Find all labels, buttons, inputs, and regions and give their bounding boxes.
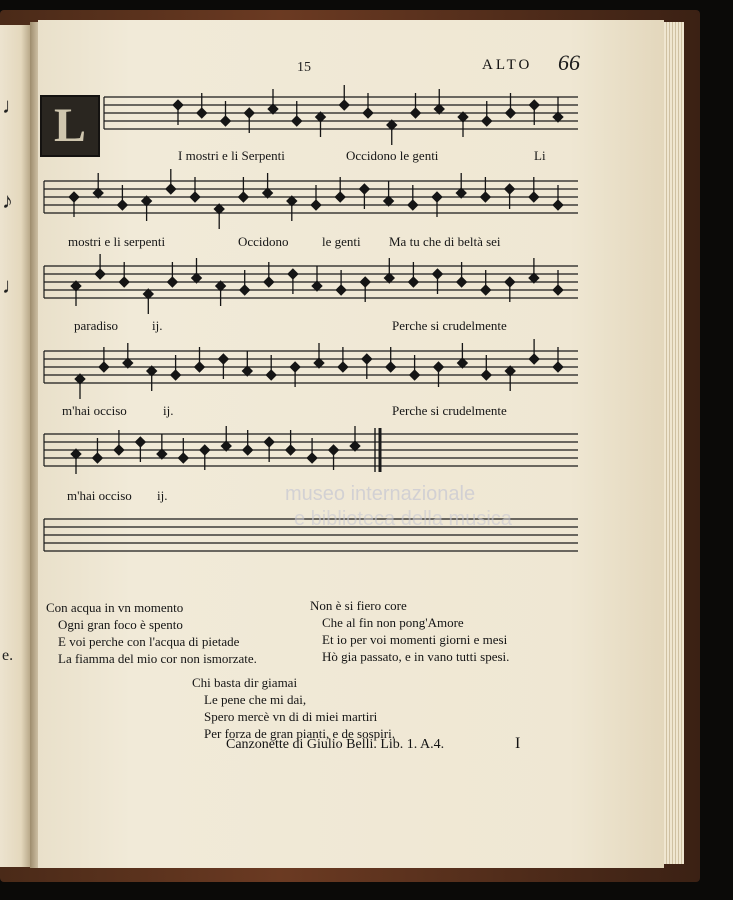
poem-right-line-3: Et io per voi momenti giorni e mesi: [322, 632, 508, 647]
lyric-line-4c: Perche si crudelmente: [392, 403, 507, 418]
lyric-line-5a: m'hai occiso: [67, 488, 132, 503]
poem-right-line-4: Hò gia passato, e in vano tutti spesi.: [322, 649, 510, 664]
watermark-line-1: museo internazionale: [285, 483, 476, 505]
decorated-initial: L: [40, 95, 100, 157]
lyric-line-1c: Li: [534, 148, 546, 163]
lyric-line-3b: ij.: [152, 318, 163, 333]
lyric-line-3c: Perche si crudelmente: [392, 318, 507, 333]
lyric-line-2d: Ma tu che di beltà sei: [389, 234, 501, 249]
lyric-line-3a: paradiso: [74, 318, 119, 333]
poem-stanza-left: [46, 599, 257, 667]
lyric-line-1b: Occidono le genti: [346, 148, 439, 163]
lyric-line-2c: le genti: [322, 234, 361, 249]
page-number: 15: [297, 60, 311, 75]
footer-title: Canzonette di Giulio Belli. Lib. 1. A.4.: [226, 737, 445, 752]
poem-center-line-4: Per forza de gran pianti, e de sospiri.: [204, 726, 395, 741]
signature-mark: I: [515, 735, 521, 752]
lyric-line-4b: ij.: [163, 403, 174, 418]
poem-stanza-center: [192, 674, 395, 742]
poem-left-line-1: Con acqua in vn momento: [46, 600, 184, 615]
poem-right-line-1: Non è si fiero core: [310, 598, 407, 613]
lyric-line-2b: Occidono: [238, 234, 289, 249]
lyric-line-1a: I mostri e li Serpenti: [178, 148, 285, 163]
lyric-line-5b: ij.: [157, 488, 168, 503]
poem-center-line-1: Chi basta dir giamai: [192, 675, 298, 690]
part-name: ALTO: [482, 57, 533, 73]
poem-stanza-right: [310, 597, 509, 665]
poem-left-line-4: La fiamma del mio cor non ismorzate.: [58, 651, 257, 666]
poem-center-line-2: Le pene che mi dai,: [204, 692, 307, 707]
left-page-edge: ♩ ♪ ♩ e.: [0, 25, 31, 867]
poem-left-line-3: E voi perche con l'acqua di pietade: [58, 634, 240, 649]
lyric-line-2a: mostri e li serpenti: [68, 234, 166, 249]
watermark-line-2: e biblioteca della musica: [294, 508, 512, 530]
poem-center-line-3: Spero mercè vn di di miei martiri: [204, 709, 378, 724]
folio-number: 66: [558, 50, 580, 75]
poem-left-line-2: Ogni gran foco è spento: [58, 617, 183, 632]
poem-right-line-2: Che al fin non pong'Amore: [322, 615, 464, 630]
lyric-line-4a: m'hai occiso: [62, 403, 127, 418]
